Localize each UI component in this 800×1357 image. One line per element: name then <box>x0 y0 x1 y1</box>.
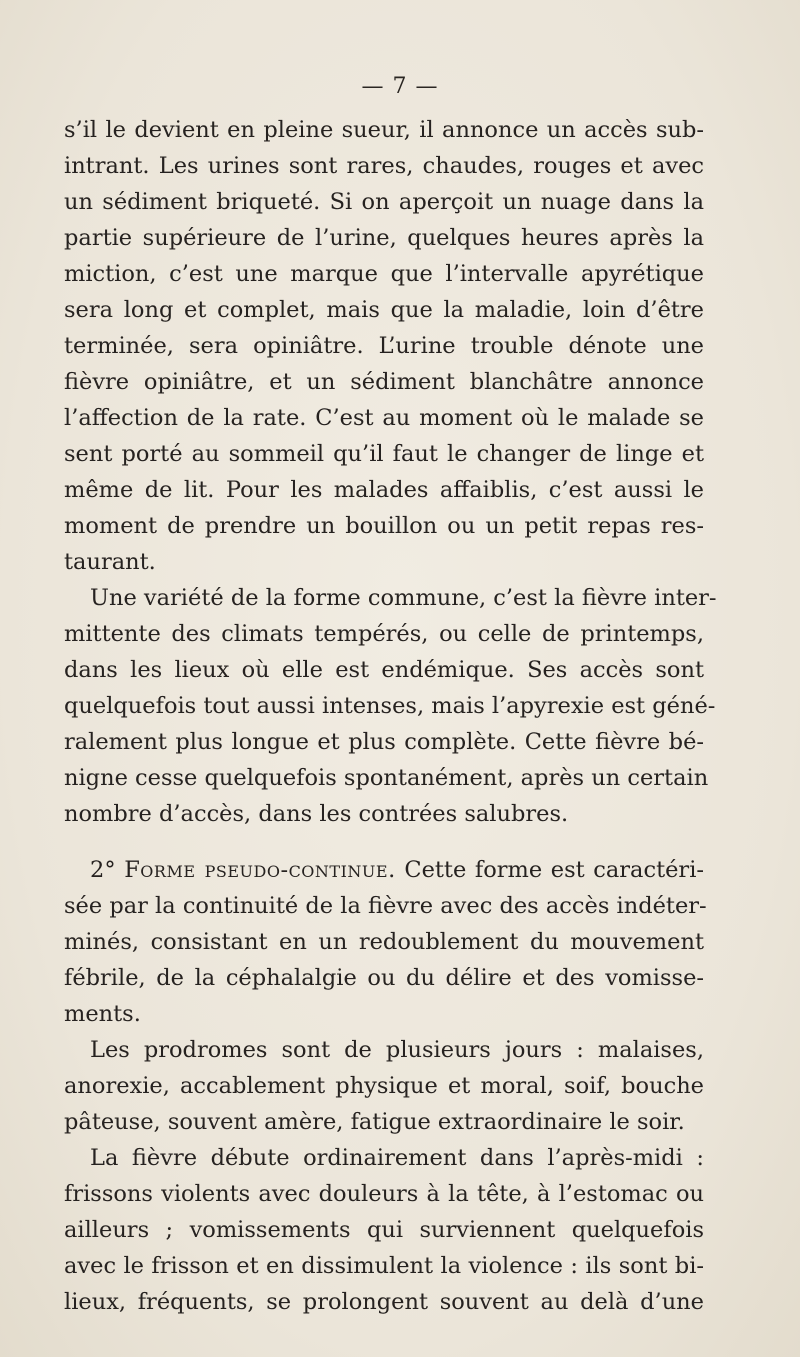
section-spacer <box>64 832 704 852</box>
text-line: taurant. <box>64 549 156 575</box>
text-line: frissons violents avec douleurs à la tête, à l’estomac ou <box>64 1181 704 1207</box>
text-line: Les prodromes sont de plusieurs jours : malaises, <box>90 1037 704 1063</box>
text-line: minés, consistant en un redoublement du mouvement <box>64 929 704 955</box>
text-line: intrant. Les urines sont rares, chaudes, rouges et avec <box>64 153 704 179</box>
text-line: moment de prendre un bouillon ou un petit repas res- <box>64 513 704 539</box>
text-line: miction, c’est une marque que l’intervalle apyrétique <box>64 261 704 287</box>
text-line: même de lit. Pour les malades affaiblis, c’est aussi le <box>64 477 704 503</box>
page-number: — 7 — <box>361 74 439 99</box>
text-line: La fièvre débute ordinairement dans l’après-midi : <box>90 1145 704 1171</box>
text-line: sera long et complet, mais que la maladie, loin d’être <box>64 297 704 323</box>
text-line: fébrile, de la céphalalgie ou du délire et des vomisse- <box>64 965 704 991</box>
text-line: partie supérieure de l’urine, quelques heures après la <box>64 225 704 251</box>
text-line: avec le frisson et en dissimulent la violence : ils sont bi- <box>64 1253 704 1279</box>
paragraph <box>64 1140 704 1320</box>
paragraph <box>64 112 704 580</box>
text-line: sée par la continuité de la fièvre avec des accès indéter- <box>64 893 707 919</box>
text-line: l’affection de la rate. C’est au moment où le malade se <box>64 405 704 431</box>
text-line: Une variété de la forme commune, c’est la fièvre inter- <box>90 585 717 611</box>
text-line: ments. <box>64 1001 141 1027</box>
paragraph <box>64 1032 704 1140</box>
text-line: pâteuse, souvent amère, fatigue extraordinaire le soir. <box>64 1109 685 1135</box>
text-line: mittente des climats tempérés, ou celle de printemps, <box>64 621 704 647</box>
paragraph <box>64 580 717 832</box>
text-line: nigne cesse quelquefois spontanément, après un certain <box>64 765 709 791</box>
text-line: fièvre opiniâtre, et un sédiment blanchâtre annonce <box>64 369 704 395</box>
text-line: lieux, fréquents, se prolongent souvent au delà d’une <box>64 1289 704 1315</box>
text-line: ralement plus longue et plus complète. Cette fièvre bé- <box>64 729 704 755</box>
text-line: anorexie, accablement physique et moral, soif, bouche <box>64 1073 704 1099</box>
text-line: quelquefois tout aussi intenses, mais l’apyrexie est géné- <box>64 693 716 719</box>
text-line: un sédiment briqueté. Si on aperçoit un nuage dans la <box>64 189 704 215</box>
text-line: s’il le devient en pleine sueur, il annonce un accès sub- <box>64 117 704 143</box>
section <box>64 852 707 1032</box>
text-line: dans les lieux où elle est endémique. Ses accès sont <box>64 657 704 683</box>
page-text <box>64 112 717 1320</box>
section-first-line <box>64 852 704 888</box>
section-heading: Forme pseudo-continue. <box>124 857 396 883</box>
text-line: terminée, sera opiniâtre. L’urine trouble dénote une <box>64 333 704 359</box>
section-number: 2° <box>90 857 116 883</box>
text-line: ailleurs ; vomissements qui surviennent quelquefois <box>64 1217 704 1243</box>
text-line: nombre d’accès, dans les contrées salubres. <box>64 801 569 827</box>
text-line: sent porté au sommeil qu’il faut le changer de linge et <box>64 441 704 467</box>
section-first-line-text: Cette forme est caractéri- <box>404 857 704 883</box>
